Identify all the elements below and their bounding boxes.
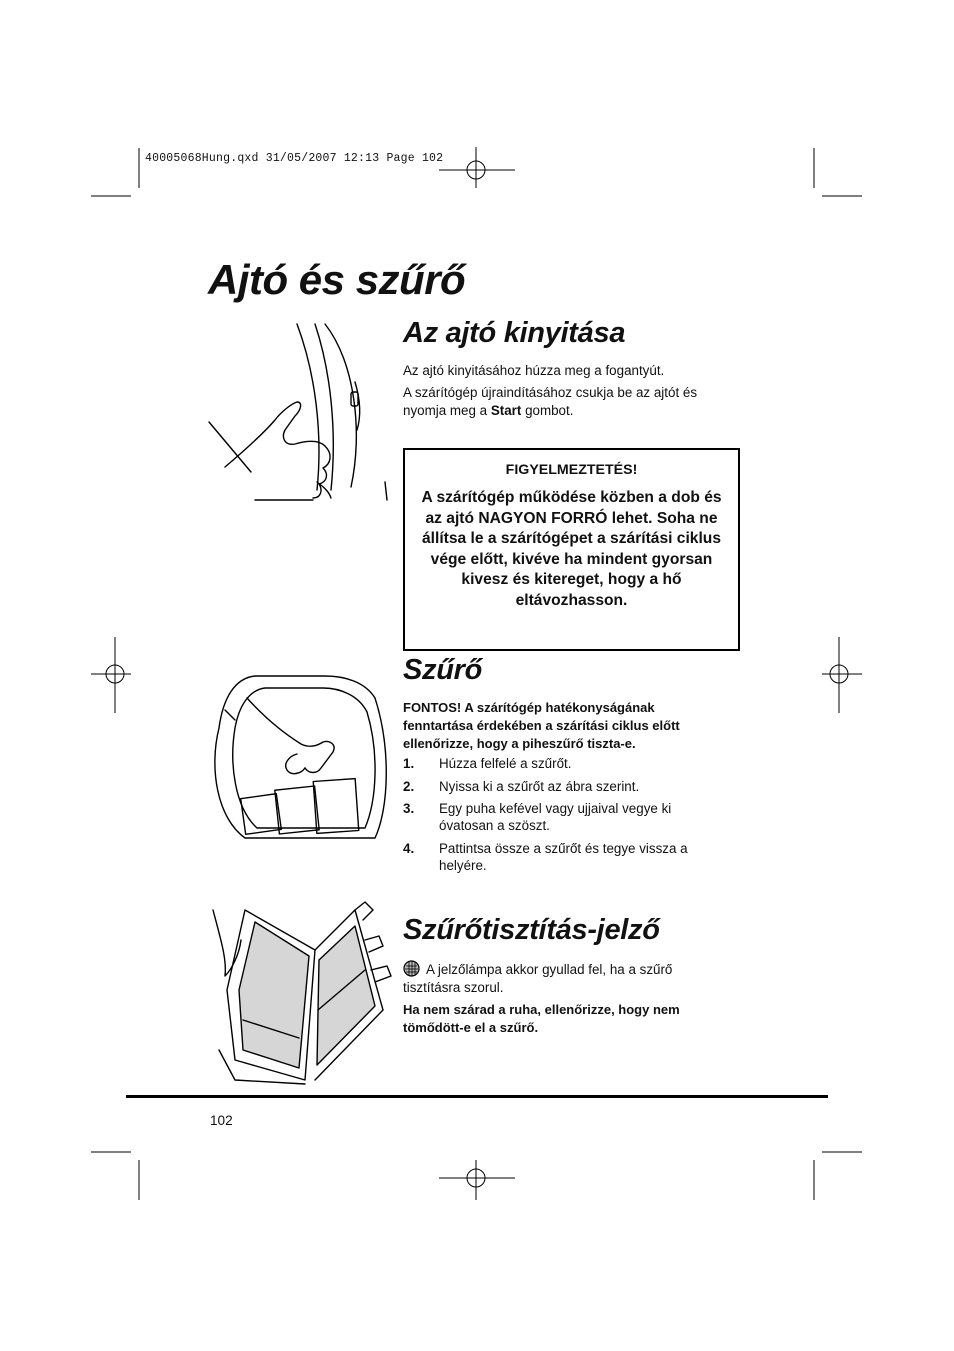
filter-removal-illustration [205,668,395,848]
indicator-section-title: Szűrőtisztítás-jelző [403,914,660,946]
list-item: 1. Húzza felfelé a szűrőt. [403,756,572,771]
filter-cleaning-illustration [205,900,395,1085]
warning-box [403,448,740,651]
door-opening-illustration [205,322,395,512]
indicator-description: A jelzőlámpa akkor gyullad fel, ha a szűrő tisztításra szorul. [403,962,673,995]
list-item: 2. Nyissa ki a szűrőt az ábra szerint. [403,778,640,794]
door-instruction-2: A szárítógép újraindításához csukja be az ajtót és nyomja meg a Start gombot. [403,385,698,418]
indicator-note: Ha nem szárad a ruha, ellenőrizze, hogy nem tömődött-e el a szűrő. [403,1002,680,1035]
filter-important-note: FONTOS! A szárítógép hatékonyságának fenntartása érdekében a szárítási ciklus előtt ellenőrizze, hogy a piheszűrő tiszta-e. [403,700,680,751]
door-section-title: Az ajtó kinyitása [403,317,626,349]
start-button-label: Start [490,403,522,418]
warning-title: FIGYELMEZTETÉS! [505,462,638,478]
page-number: 102 [210,1113,233,1128]
door-instruction-1: Az ajtó kinyitásához húzza meg a fogantyút. [403,363,665,378]
filter-indicator-icon [403,960,420,977]
filter-section-title: Szűrő [403,654,483,686]
filter-steps-list [403,755,723,879]
list-item: 3. Egy puha kefével vagy ujjaival vegye ki óvatosan a szöszt. [403,801,672,833]
print-slug: 40005068Hung.qxd 31/05/2007 12:13 Page 102 [145,152,444,165]
footer-rule [126,1095,828,1098]
warning-text: A szárítógép működése közben a dob és az ajtó NAGYON FORRÓ lehet. Soha ne állítsa le a szárítógépet a szárítási ciklus vége előtt, kivéve ha mindent gyorsan kivesz és kitereget, hogy a hő eltávozhasson. [421,489,722,609]
page-title: Ajtó és szűrő [208,256,466,303]
list-item: 4. Pattintsa össze a szűrőt és tegye vissza a helyére. [403,840,688,873]
